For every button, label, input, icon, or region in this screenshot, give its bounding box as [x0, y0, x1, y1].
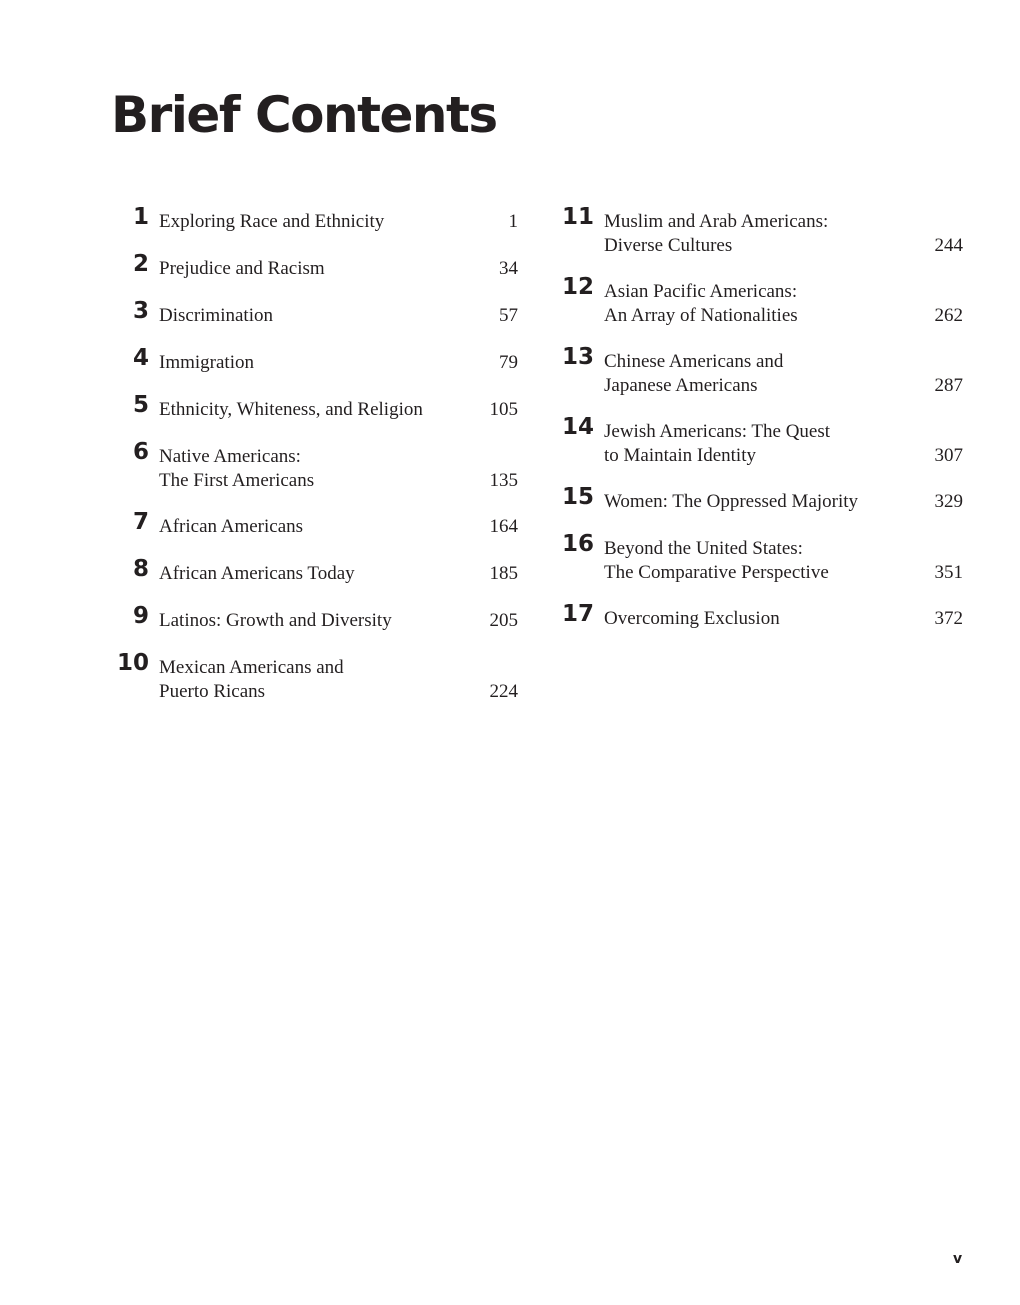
- toc-left-column: [112, 205, 518, 721]
- chapter-title-line: Diverse Cultures: [604, 234, 733, 256]
- chapter-page-number: 34: [499, 258, 518, 279]
- toc-entry: [112, 252, 518, 299]
- chapter-title: [604, 420, 924, 467]
- toc-entry: [112, 604, 518, 651]
- chapter-title: [159, 210, 479, 234]
- chapter-title-line: Jewish Americans: The Quest: [604, 421, 831, 442]
- chapter-page-number: 372: [934, 608, 963, 629]
- chapter-number: 11: [561, 204, 594, 230]
- chapter-title-line: Beyond the United States:: [604, 538, 803, 559]
- chapter-number: 14: [561, 414, 594, 440]
- chapter-title: [604, 210, 924, 257]
- toc-entry: [557, 602, 963, 649]
- chapter-title-line: Japanese Americans: [604, 374, 758, 396]
- chapter-title-line: The First Americans: [159, 469, 315, 491]
- chapter-title: [159, 656, 479, 703]
- chapter-page-number: 164: [489, 516, 518, 537]
- chapter-number: 6: [132, 439, 149, 465]
- chapter-page-number: 307: [934, 444, 963, 466]
- toc-entry: [112, 510, 518, 557]
- toc-entry: [112, 651, 518, 721]
- chapter-title: [159, 304, 479, 328]
- toc-entry: [557, 485, 963, 532]
- chapter-page-number: 135: [489, 469, 518, 491]
- chapter-title-line: African Americans: [159, 516, 304, 537]
- chapter-title-line: Native Americans:: [159, 446, 301, 467]
- chapter-title-line: Mexican Americans and: [159, 657, 344, 678]
- toc-entry: [112, 557, 518, 604]
- toc-right-column: [557, 205, 963, 649]
- chapter-title-line: Asian Pacific Americans:: [604, 281, 798, 302]
- chapter-number: 3: [132, 298, 149, 324]
- page-folio: v: [953, 1251, 963, 1267]
- chapter-title: [159, 609, 479, 633]
- chapter-title-line: Immigration: [159, 352, 254, 373]
- toc-entry: [112, 440, 518, 510]
- chapter-title: [604, 280, 924, 327]
- chapter-title: [159, 445, 479, 492]
- chapter-title-line: Latinos: Growth and Diversity: [159, 610, 392, 631]
- chapter-number: 12: [561, 274, 594, 300]
- toc-entry: [557, 345, 963, 415]
- chapter-title: [159, 398, 479, 422]
- chapter-title-line: An Array of Nationalities: [604, 304, 798, 326]
- chapter-title: [159, 257, 479, 281]
- chapter-page-number: 205: [489, 610, 518, 631]
- chapter-number: 4: [132, 345, 149, 371]
- chapter-number: 8: [132, 556, 149, 582]
- chapter-number: 2: [132, 251, 149, 277]
- page-title: Brief Contents: [111, 86, 497, 144]
- chapter-title-line: Women: The Oppressed Majority: [604, 491, 859, 512]
- chapter-title-line: Puerto Ricans: [159, 680, 266, 702]
- chapter-title-line: Ethnicity, Whiteness, and Religion: [159, 399, 423, 420]
- chapter-number: 13: [561, 344, 594, 370]
- chapter-page-number: 224: [489, 680, 518, 702]
- toc-entry: [112, 205, 518, 252]
- chapter-number: 10: [116, 650, 149, 676]
- chapter-page-number: 185: [489, 563, 518, 584]
- chapter-page-number: 351: [934, 561, 963, 583]
- toc-entry: [557, 275, 963, 345]
- toc-entry: [557, 532, 963, 602]
- chapter-page-number: 57: [499, 305, 518, 326]
- chapter-page-number: 287: [934, 374, 963, 396]
- chapter-page-number: 262: [934, 304, 963, 326]
- chapter-title: [604, 537, 924, 584]
- chapter-number: 5: [132, 392, 149, 418]
- chapter-number: 15: [561, 484, 594, 510]
- chapter-number: 1: [132, 204, 149, 230]
- chapter-title: [159, 351, 479, 375]
- chapter-title-line: Discrimination: [159, 305, 273, 326]
- chapter-page-number: 1: [508, 211, 518, 232]
- chapter-page-number: 79: [499, 352, 518, 373]
- chapter-number: 17: [561, 601, 594, 627]
- chapter-title: [604, 607, 924, 631]
- chapter-title-line: The Comparative Perspective: [604, 561, 829, 583]
- chapter-page-number: 244: [934, 234, 963, 256]
- toc-entry: [112, 299, 518, 346]
- toc-entry: [557, 415, 963, 485]
- chapter-title: [159, 562, 479, 586]
- chapter-number: 9: [132, 603, 149, 629]
- chapter-title: [604, 490, 924, 514]
- chapter-title: [159, 515, 479, 539]
- chapter-number: 16: [561, 531, 594, 557]
- chapter-number: 7: [132, 509, 149, 535]
- toc-entry: [557, 205, 963, 275]
- toc-entry: [112, 346, 518, 393]
- chapter-title-line: Overcoming Exclusion: [604, 608, 780, 629]
- chapter-title-line: to Maintain Identity: [604, 444, 756, 466]
- chapter-title-line: African Americans Today: [159, 563, 355, 584]
- chapter-title-line: Exploring Race and Ethnicity: [159, 211, 385, 232]
- chapter-title-line: Prejudice and Racism: [159, 258, 325, 279]
- chapter-page-number: 329: [934, 491, 963, 512]
- chapter-title-line: Chinese Americans and: [604, 351, 784, 372]
- chapter-title-line: Muslim and Arab Americans:: [604, 211, 829, 232]
- chapter-title: [604, 350, 924, 397]
- toc-entry: [112, 393, 518, 440]
- chapter-page-number: 105: [489, 399, 518, 420]
